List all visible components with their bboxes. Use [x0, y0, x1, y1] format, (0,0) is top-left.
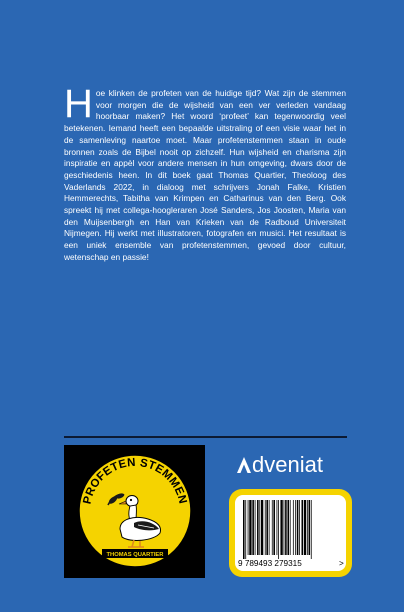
publisher-name: dveniat	[252, 452, 323, 477]
profeten-stemmen-logo	[64, 445, 205, 578]
barcode-frame	[229, 489, 352, 577]
logo-title: PROFETEN STEMMEN	[81, 456, 189, 506]
publisher-logo	[236, 450, 348, 480]
drop-cap: H	[64, 82, 93, 126]
barcode-end-mark: >	[339, 559, 344, 568]
logo-author: THOMAS QUARTIER	[106, 552, 164, 558]
back-cover-blurb	[64, 82, 346, 264]
adveniat-a-icon	[236, 450, 252, 480]
logo-badge	[64, 445, 205, 578]
isbn-barcode	[235, 495, 346, 571]
divider-line	[64, 436, 347, 438]
blurb-text: oe klinken de profeten van de huidige tijd? Wat zijn de stemmen voor morgen die de wijsheid van een ver verleden vandaag hoorbaar maken? Het woord ‘profeet’ kan tegenwoordig veel betekenen. Iemand heeft een bepaalde uitstraling of een visie waar het in de samenleving naartoe moet. Maar profetenstemmen staan in oude bronnen zoals de Bijbel nooit op zichzelf. Hun wijsheid en charisma zijn inspiratie en appèl voor andere mensen in hun omgeving, dwars door de geschiedenis heen. In dit boek gaat Thomas Quartier, Theoloog des Vaderlands 2022, in dialoog met schrijvers Jonah Falke, Kristien Hemmerechts, Tabitha van Krimpen en Catharinus van den Berg. Ook spreekt hij met collega-hoogleraren José Sanders, Jos Joosten, Maria van den Muijsenbergh en Han van Krieken van de Radboud Universiteit Nijmegen. Hij werkt met illustratoren, fotografen en musici. Het resultaat is een uniek ensemble van profetenstemmen, gevoed door cultuur, wetenschap en passie!	[64, 88, 346, 262]
barcode-lines	[243, 500, 312, 559]
isbn-number: 9 789493 279315	[238, 559, 302, 568]
barcode-bars	[235, 495, 346, 571]
